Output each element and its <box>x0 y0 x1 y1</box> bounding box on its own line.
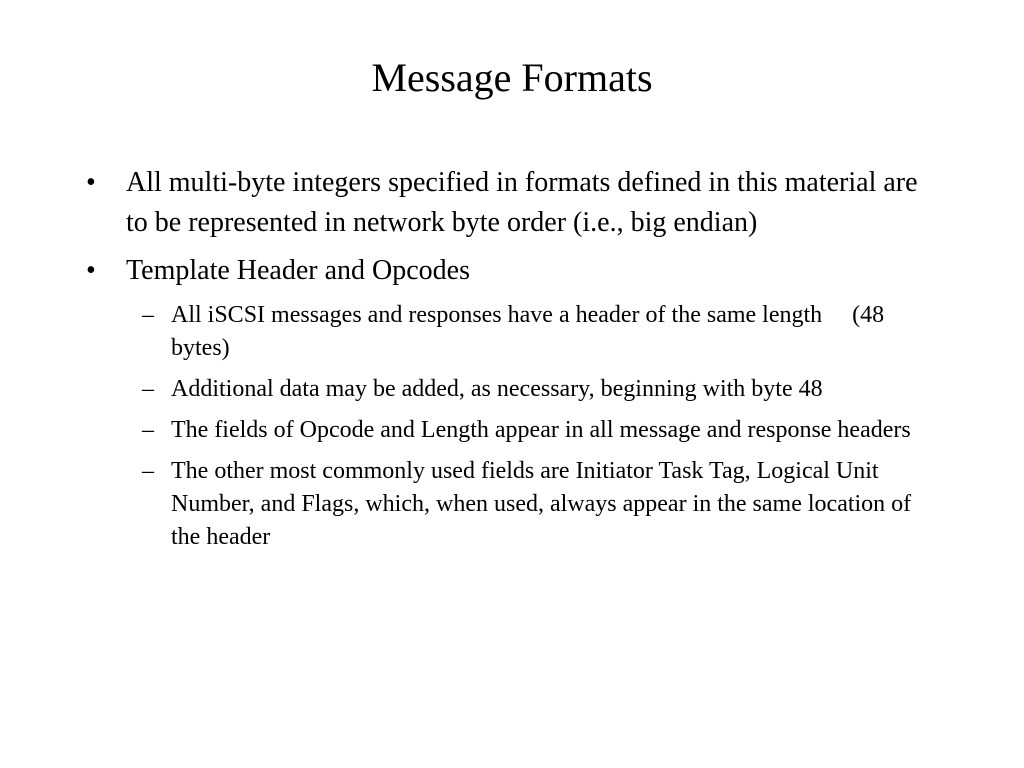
bullet-text: All multi-byte integers specified in formats defined in this material are to be represented in network byte order (i.e., big endian) <box>126 167 918 238</box>
bullet-text: Template Header and Opcodes <box>126 255 470 286</box>
sub-bullet-item <box>0 455 941 554</box>
dash-marker: – <box>142 376 154 402</box>
sub-bullet-list <box>0 299 1024 554</box>
sub-bullet-text: All iSCSI messages and responses have a header of the same length <box>171 302 823 328</box>
bullet-marker: • <box>86 167 96 198</box>
sub-bullet-text: The fields of Opcode and Length appear in all message and response headers <box>171 417 911 443</box>
sub-bullet-item <box>0 414 941 447</box>
dash-marker: – <box>142 458 154 484</box>
dash-marker: – <box>142 417 154 443</box>
bullet-item-template-header <box>0 251 946 291</box>
sub-bullet-text: Additional data may be added, as necessary, beginning with byte 48 <box>171 376 823 402</box>
sub-bullet-text-suffix: (48 bytes) <box>171 302 885 361</box>
sub-bullet-item <box>0 299 941 365</box>
dash-marker: – <box>142 302 154 328</box>
bullet-item-byte-order <box>0 163 946 243</box>
slide-title: Message Formats <box>371 55 653 100</box>
sub-bullet-text: The other most commonly used fields are Initiator Task Tag, Logical Unit Number, and Flags, which, when used, always appear in the same location of the header <box>171 458 912 550</box>
slide-body <box>0 163 1024 554</box>
sub-bullet-item <box>0 373 941 406</box>
bullet-marker: • <box>86 255 96 286</box>
